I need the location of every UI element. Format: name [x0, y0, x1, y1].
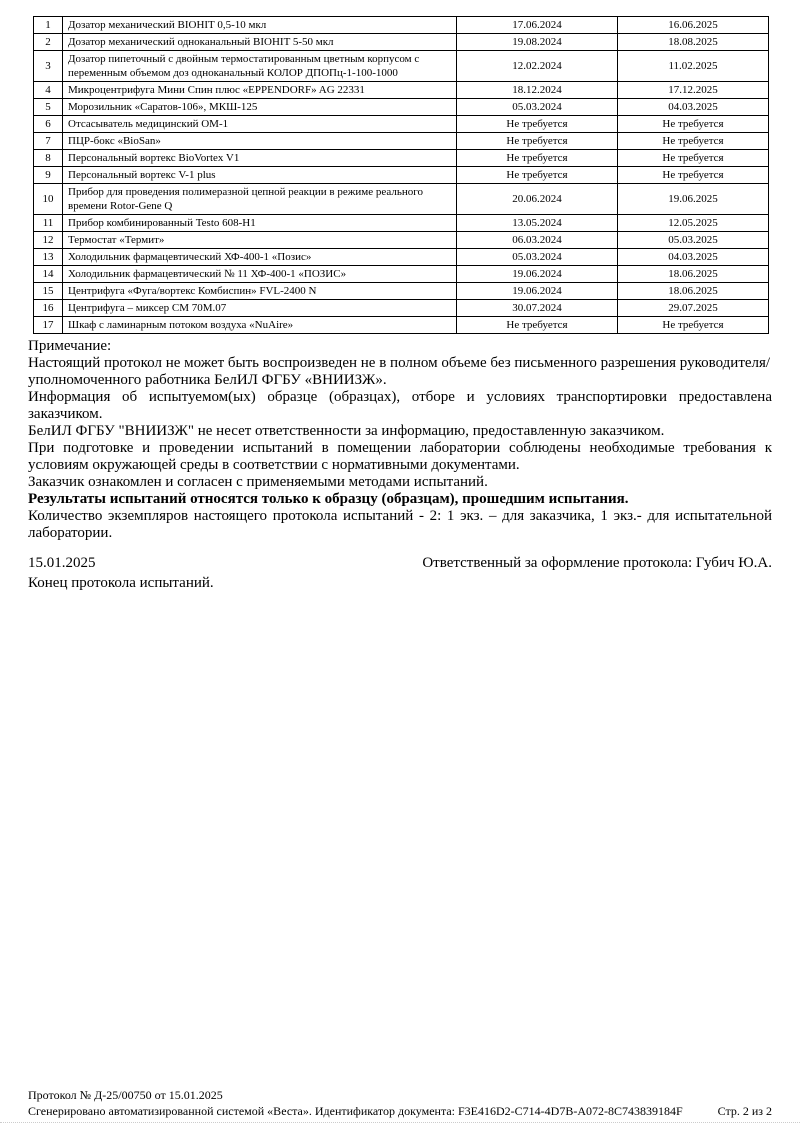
verification-date-cell: 17.06.2024	[457, 17, 618, 34]
equipment-table-body	[34, 17, 769, 334]
equipment-name-cell: Микроцентрифуга Мини Спин плюс «EPPENDORF» AG 22331	[63, 82, 457, 99]
verification-date-cell: Не требуется	[457, 317, 618, 334]
note-paragraph-customer: Заказчик ознакомлен и согласен с применяемыми методами испытаний.	[28, 474, 488, 490]
verification-date-cell: Не требуется	[457, 150, 618, 167]
equipment-name-cell: Дозатор пипеточный с двойным термостатированным цветным корпусом с переменным объемом доз одноканальный КОЛОР ДПОПц-1-100-1000	[63, 51, 457, 82]
equipment-table	[33, 16, 769, 334]
responsible-label: Ответственный за оформление протокола: Губич Ю.А.	[422, 555, 772, 571]
row-number-cell: 13	[34, 249, 63, 266]
verification-date-cell: Не требуется	[457, 167, 618, 184]
row-number-cell: 6	[34, 116, 63, 133]
valid-until-date-cell: 04.03.2025	[618, 249, 769, 266]
valid-until-date-cell: 19.06.2025	[618, 184, 769, 215]
valid-until-date-cell: Не требуется	[618, 133, 769, 150]
equipment-name-cell: Термостат «Термит»	[63, 232, 457, 249]
page-footer	[28, 1087, 772, 1119]
row-number-cell: 14	[34, 266, 63, 283]
notes-section	[28, 338, 772, 542]
note-paragraph-copies: Количество экземпляров настоящего протокола испытаний - 2: 1 экз. – для заказчика, 1 экз.- для испытательной лаборатории.	[28, 508, 772, 541]
valid-until-date-cell: Не требуется	[618, 167, 769, 184]
notes-heading: Примечание:	[28, 338, 112, 354]
equipment-name-cell: Центрифуга «Фуга/вортекс Комбиспин» FVL-2400 N	[63, 283, 457, 300]
table-row	[34, 51, 769, 82]
footer-second-row	[28, 1103, 772, 1119]
verification-date-cell: 05.03.2024	[457, 249, 618, 266]
table-row	[34, 283, 769, 300]
valid-until-date-cell: Не требуется	[618, 150, 769, 167]
table-row	[34, 249, 769, 266]
valid-until-date-cell: Не требуется	[618, 116, 769, 133]
equipment-name-cell: Персональный вортекс V-1 plus	[63, 167, 457, 184]
row-number-cell: 11	[34, 215, 63, 232]
table-row	[34, 266, 769, 283]
valid-until-date-cell: 16.06.2025	[618, 17, 769, 34]
table-row	[34, 99, 769, 116]
equipment-name-cell: Шкаф с ламинарным потоком воздуха «NuAire»	[63, 317, 457, 334]
table-row	[34, 167, 769, 184]
row-number-cell: 4	[34, 82, 63, 99]
table-row	[34, 300, 769, 317]
verification-date-cell: 18.12.2024	[457, 82, 618, 99]
row-number-cell: 2	[34, 34, 63, 51]
footer-page-number: Стр. 2 из 2	[717, 1104, 772, 1118]
note-paragraph-info: Информация об испытуемом(ых) образце (образцах), отборе и условиях транспортировки предоставлена заказчиком.	[28, 389, 772, 422]
valid-until-date-cell: 11.02.2025	[618, 51, 769, 82]
row-number-cell: 12	[34, 232, 63, 249]
valid-until-date-cell: 18.06.2025	[618, 283, 769, 300]
equipment-name-cell: Дозатор механический BIOHIT 0,5-10 мкл	[63, 17, 457, 34]
row-number-cell: 15	[34, 283, 63, 300]
note-paragraph-reproduction: Настоящий протокол не может быть воспроизведен не в полном объеме без письменного разрешения руководителя/уполномоченного работника БелИЛ ФГБУ «ВНИИЗЖ».	[28, 355, 771, 388]
verification-date-cell: 20.06.2024	[457, 184, 618, 215]
note-paragraph-conditions: При подготовке и проведении испытаний в помещении лаборатории соблюдены необходимые требования к условиям окружающей среды в соответствии с нормативными документами.	[28, 440, 772, 473]
end-of-protocol-line: Конец протокола испытаний.	[28, 575, 214, 591]
table-row	[34, 215, 769, 232]
scan-edge-artifact	[0, 1122, 800, 1123]
row-number-cell: 9	[34, 167, 63, 184]
table-row	[34, 82, 769, 99]
equipment-name-cell: Холодильник фармацевтический № 11 ХФ-400-1 «ПОЗИС»	[63, 266, 457, 283]
valid-until-date-cell: Не требуется	[618, 317, 769, 334]
table-row	[34, 116, 769, 133]
signature-date: 15.01.2025	[28, 555, 96, 571]
valid-until-date-cell: 12.05.2025	[618, 215, 769, 232]
row-number-cell: 10	[34, 184, 63, 215]
row-number-cell: 8	[34, 150, 63, 167]
table-row	[34, 133, 769, 150]
footer-generated-info: Сгенерировано автоматизированной системой «Веста». Идентификатор документа: F3E416D2-C714-4D7B-A072-8C743839184F	[28, 1104, 683, 1118]
valid-until-date-cell: 18.08.2025	[618, 34, 769, 51]
verification-date-cell: 19.06.2024	[457, 283, 618, 300]
note-paragraph-results: Результаты испытаний относятся только к образцу (образцам), прошедшим испытания.	[28, 491, 629, 507]
equipment-name-cell: Персональный вортекс BioVortex V1	[63, 150, 457, 167]
equipment-name-cell: Дозатор механический одноканальный BIOHIT 5-50 мкл	[63, 34, 457, 51]
verification-date-cell: Не требуется	[457, 133, 618, 150]
verification-date-cell: 05.03.2024	[457, 99, 618, 116]
equipment-name-cell: ПЦР-бокс «BioSan»	[63, 133, 457, 150]
valid-until-date-cell: 05.03.2025	[618, 232, 769, 249]
valid-until-date-cell: 17.12.2025	[618, 82, 769, 99]
table-row	[34, 34, 769, 51]
verification-date-cell: 13.05.2024	[457, 215, 618, 232]
table-row	[34, 17, 769, 34]
verification-date-cell: 12.02.2024	[457, 51, 618, 82]
verification-date-cell: Не требуется	[457, 116, 618, 133]
row-number-cell: 7	[34, 133, 63, 150]
row-number-cell: 1	[34, 17, 63, 34]
table-row	[34, 232, 769, 249]
equipment-name-cell: Прибор для проведения полимеразной цепной реакции в режиме реального времени Rotor-Gene Q	[63, 184, 457, 215]
equipment-name-cell: Холодильник фармацевтический ХФ-400-1 «Позис»	[63, 249, 457, 266]
equipment-name-cell: Центрифуга – миксер СМ 70М.07	[63, 300, 457, 317]
equipment-name-cell: Отсасыватель медицинский ОМ-1	[63, 116, 457, 133]
row-number-cell: 3	[34, 51, 63, 82]
valid-until-date-cell: 18.06.2025	[618, 266, 769, 283]
table-row	[34, 184, 769, 215]
verification-date-cell: 19.08.2024	[457, 34, 618, 51]
equipment-name-cell: Морозильник «Саратов-106», МКШ-125	[63, 99, 457, 116]
verification-date-cell: 30.07.2024	[457, 300, 618, 317]
footer-protocol-number: Протокол № Д-25/00750 от 15.01.2025	[28, 1088, 223, 1102]
note-paragraph-responsibility: БелИЛ ФГБУ "ВНИИЗЖ" не несет ответственности за информацию, предоставленную заказчиком.	[28, 423, 665, 439]
row-number-cell: 17	[34, 317, 63, 334]
verification-date-cell: 06.03.2024	[457, 232, 618, 249]
row-number-cell: 16	[34, 300, 63, 317]
table-row	[34, 150, 769, 167]
row-number-cell: 5	[34, 99, 63, 116]
verification-date-cell: 19.06.2024	[457, 266, 618, 283]
valid-until-date-cell: 04.03.2025	[618, 99, 769, 116]
signature-row	[28, 555, 772, 572]
equipment-name-cell: Прибор комбинированный Testo 608-H1	[63, 215, 457, 232]
table-row	[34, 317, 769, 334]
valid-until-date-cell: 29.07.2025	[618, 300, 769, 317]
